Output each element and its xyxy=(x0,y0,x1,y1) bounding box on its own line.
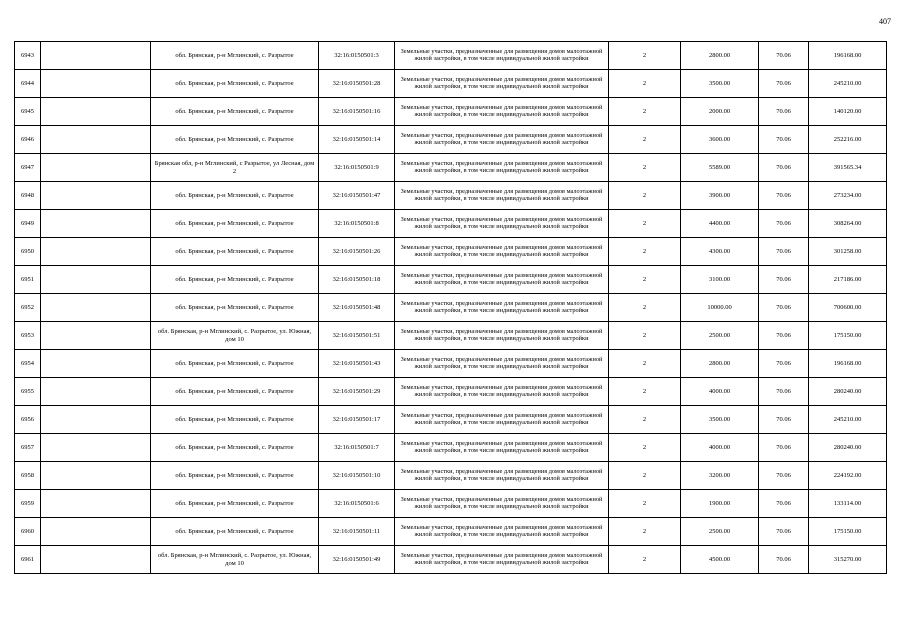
rate-cell: 70.06 xyxy=(759,350,809,378)
group-code-cell: 2 xyxy=(609,518,681,546)
group-code-cell: 2 xyxy=(609,70,681,98)
row-number-cell: 6947 xyxy=(15,154,41,182)
area-cell: 4000.00 xyxy=(681,378,759,406)
cadastral-value-cell: 301258.00 xyxy=(809,238,887,266)
row-number-cell: 6952 xyxy=(15,294,41,322)
row-number-cell: 6958 xyxy=(15,462,41,490)
blank-cell xyxy=(41,126,151,154)
table-row xyxy=(15,126,887,154)
land-use-cell: Земельные участки, предназначенные для размещения домов малоэтажной жилой застройки, в том числе индивидуальной жилой застройки xyxy=(395,126,609,154)
row-number-cell: 6946 xyxy=(15,126,41,154)
address-cell: обл. Брянская, р-н Мглинский, с. Разрытое xyxy=(151,490,319,518)
cadastral-number-cell: 32:16:0150501:11 xyxy=(319,518,395,546)
cadastral-value-cell: 280240.00 xyxy=(809,434,887,462)
row-number-cell: 6957 xyxy=(15,434,41,462)
group-code-cell: 2 xyxy=(609,210,681,238)
table-row xyxy=(15,462,887,490)
rate-cell: 70.06 xyxy=(759,70,809,98)
cadastral-number-cell: 32:16:0150501:14 xyxy=(319,126,395,154)
address-cell: Брянская обл, р-н Мглинский, с Разрытое, ул Лесная, дом 2 xyxy=(151,154,319,182)
blank-cell xyxy=(41,518,151,546)
cadastral-value-cell: 245210.00 xyxy=(809,406,887,434)
address-cell: обл. Брянская, р-н Мглинский, с. Разрытое xyxy=(151,294,319,322)
cadastral-number-cell: 32:16:0150501:43 xyxy=(319,350,395,378)
table-row xyxy=(15,378,887,406)
rate-cell: 70.06 xyxy=(759,266,809,294)
cadastral-number-cell: 32:16:0150501:8 xyxy=(319,210,395,238)
land-use-cell: Земельные участки, предназначенные для размещения домов малоэтажной жилой застройки, в том числе индивидуальной жилой застройки xyxy=(395,182,609,210)
group-code-cell: 2 xyxy=(609,182,681,210)
address-cell: обл. Брянская, р-н Мглинский, с. Разрытое xyxy=(151,126,319,154)
group-code-cell: 2 xyxy=(609,238,681,266)
land-use-cell: Земельные участки, предназначенные для размещения домов малоэтажной жилой застройки, в том числе индивидуальной жилой застройки xyxy=(395,546,609,574)
area-cell: 2800.00 xyxy=(681,350,759,378)
group-code-cell: 2 xyxy=(609,378,681,406)
table-body xyxy=(15,42,887,574)
row-number-cell: 6961 xyxy=(15,546,41,574)
table-row xyxy=(15,238,887,266)
area-cell: 2500.00 xyxy=(681,322,759,350)
table-row xyxy=(15,98,887,126)
rate-cell: 70.06 xyxy=(759,406,809,434)
rate-cell: 70.06 xyxy=(759,462,809,490)
cadastral-value-cell: 133114.00 xyxy=(809,490,887,518)
area-cell: 4400.00 xyxy=(681,210,759,238)
rate-cell: 70.06 xyxy=(759,182,809,210)
cadastral-number-cell: 32:16:0150501:28 xyxy=(319,70,395,98)
group-code-cell: 2 xyxy=(609,266,681,294)
cadastral-value-cell: 217186.00 xyxy=(809,266,887,294)
row-number-cell: 6945 xyxy=(15,98,41,126)
group-code-cell: 2 xyxy=(609,406,681,434)
land-use-cell: Земельные участки, предназначенные для размещения домов малоэтажной жилой застройки, в том числе индивидуальной жилой застройки xyxy=(395,42,609,70)
land-use-cell: Земельные участки, предназначенные для размещения домов малоэтажной жилой застройки, в том числе индивидуальной жилой застройки xyxy=(395,294,609,322)
cadastral-number-cell: 32:16:0150501:18 xyxy=(319,266,395,294)
blank-cell xyxy=(41,266,151,294)
row-number-cell: 6949 xyxy=(15,210,41,238)
cadastral-value-cell: 245210.00 xyxy=(809,70,887,98)
land-use-cell: Земельные участки, предназначенные для размещения домов малоэтажной жилой застройки, в том числе индивидуальной жилой застройки xyxy=(395,266,609,294)
area-cell: 3500.00 xyxy=(681,70,759,98)
rate-cell: 70.06 xyxy=(759,546,809,574)
cadastral-number-cell: 32:16:0150501:48 xyxy=(319,294,395,322)
table-row xyxy=(15,406,887,434)
blank-cell xyxy=(41,546,151,574)
cadastral-number-cell: 32:16:0150501:9 xyxy=(319,154,395,182)
land-use-cell: Земельные участки, предназначенные для размещения домов малоэтажной жилой застройки, в том числе индивидуальной жилой застройки xyxy=(395,210,609,238)
address-cell: обл. Брянская, р-н Мглинский, с. Разрытое xyxy=(151,434,319,462)
land-use-cell: Земельные участки, предназначенные для размещения домов малоэтажной жилой застройки, в том числе индивидуальной жилой застройки xyxy=(395,406,609,434)
blank-cell xyxy=(41,294,151,322)
group-code-cell: 2 xyxy=(609,42,681,70)
group-code-cell: 2 xyxy=(609,350,681,378)
table-row xyxy=(15,42,887,70)
address-cell: обл. Брянская, р-н Мглинский, с. Разрытое xyxy=(151,238,319,266)
table-row xyxy=(15,350,887,378)
address-cell: обл. Брянская, р-н Мглинский, с. Разрытое xyxy=(151,210,319,238)
group-code-cell: 2 xyxy=(609,294,681,322)
land-use-cell: Земельные участки, предназначенные для размещения домов малоэтажной жилой застройки, в том числе индивидуальной жилой застройки xyxy=(395,154,609,182)
area-cell: 3200.00 xyxy=(681,462,759,490)
group-code-cell: 2 xyxy=(609,322,681,350)
area-cell: 3600.00 xyxy=(681,126,759,154)
cadastral-number-cell: 32:16:0150501:29 xyxy=(319,378,395,406)
blank-cell xyxy=(41,98,151,126)
area-cell: 4500.00 xyxy=(681,546,759,574)
rate-cell: 70.06 xyxy=(759,294,809,322)
area-cell: 2500.00 xyxy=(681,518,759,546)
group-code-cell: 2 xyxy=(609,434,681,462)
table-row xyxy=(15,266,887,294)
group-code-cell: 2 xyxy=(609,126,681,154)
address-cell: обл. Брянская, р-н Мглинский, с. Разрытое xyxy=(151,70,319,98)
land-use-cell: Земельные участки, предназначенные для размещения домов малоэтажной жилой застройки, в том числе индивидуальной жилой застройки xyxy=(395,238,609,266)
group-code-cell: 2 xyxy=(609,462,681,490)
cadastral-value-cell: 196168.00 xyxy=(809,42,887,70)
table-row xyxy=(15,182,887,210)
address-cell: обл. Брянская, р-н Мглинский, с. Разрытое xyxy=(151,182,319,210)
table-row xyxy=(15,322,887,350)
cadastral-number-cell: 32:16:0150501:10 xyxy=(319,462,395,490)
area-cell: 3900.00 xyxy=(681,182,759,210)
rate-cell: 70.06 xyxy=(759,378,809,406)
blank-cell xyxy=(41,462,151,490)
row-number-cell: 6955 xyxy=(15,378,41,406)
blank-cell xyxy=(41,434,151,462)
land-use-cell: Земельные участки, предназначенные для размещения домов малоэтажной жилой застройки, в том числе индивидуальной жилой застройки xyxy=(395,378,609,406)
row-number-cell: 6960 xyxy=(15,518,41,546)
group-code-cell: 2 xyxy=(609,154,681,182)
cadastral-value-cell: 224192.00 xyxy=(809,462,887,490)
address-cell: обл. Брянская, р-н Мглинский, с. Разрытое xyxy=(151,98,319,126)
cadastral-number-cell: 32:16:0150501:3 xyxy=(319,42,395,70)
cadastral-value-cell: 280240.00 xyxy=(809,378,887,406)
row-number-cell: 6948 xyxy=(15,182,41,210)
table-row xyxy=(15,294,887,322)
address-cell: обл. Брянская, р-н Мглинский, с. Разрытое, ул. Южная, дом 10 xyxy=(151,322,319,350)
table-row xyxy=(15,546,887,574)
area-cell: 3100.00 xyxy=(681,266,759,294)
blank-cell xyxy=(41,490,151,518)
land-use-cell: Земельные участки, предназначенные для размещения домов малоэтажной жилой застройки, в том числе индивидуальной жилой застройки xyxy=(395,350,609,378)
land-use-cell: Земельные участки, предназначенные для размещения домов малоэтажной жилой застройки, в том числе индивидуальной жилой застройки xyxy=(395,322,609,350)
address-cell: обл. Брянская, р-н Мглинский, с. Разрытое xyxy=(151,462,319,490)
blank-cell xyxy=(41,70,151,98)
cadastral-number-cell: 32:16:0150501:26 xyxy=(319,238,395,266)
land-use-cell: Земельные участки, предназначенные для размещения домов малоэтажной жилой застройки, в том числе индивидуальной жилой застройки xyxy=(395,98,609,126)
address-cell: обл. Брянская, р-н Мглинский, с. Разрытое xyxy=(151,406,319,434)
cadastral-value-table xyxy=(14,41,887,574)
rate-cell: 70.06 xyxy=(759,490,809,518)
address-cell: обл. Брянская, р-н Мглинский, с. Разрытое xyxy=(151,266,319,294)
rate-cell: 70.06 xyxy=(759,210,809,238)
cadastral-value-cell: 175150.00 xyxy=(809,518,887,546)
page-number: 407 xyxy=(879,17,891,26)
cadastral-number-cell: 32:16:0150501:6 xyxy=(319,490,395,518)
blank-cell xyxy=(41,182,151,210)
land-use-cell: Земельные участки, предназначенные для размещения домов малоэтажной жилой застройки, в том числе индивидуальной жилой застройки xyxy=(395,490,609,518)
cadastral-value-cell: 391565.34 xyxy=(809,154,887,182)
cadastral-number-cell: 32:16:0150501:47 xyxy=(319,182,395,210)
table-row xyxy=(15,490,887,518)
blank-cell xyxy=(41,42,151,70)
address-cell: обл. Брянская, р-н Мглинский, с. Разрытое xyxy=(151,42,319,70)
blank-cell xyxy=(41,154,151,182)
group-code-cell: 2 xyxy=(609,546,681,574)
cadastral-value-cell: 140120.00 xyxy=(809,98,887,126)
group-code-cell: 2 xyxy=(609,490,681,518)
rate-cell: 70.06 xyxy=(759,98,809,126)
address-cell: обл. Брянская, р-н Мглинский, с. Разрытое xyxy=(151,378,319,406)
blank-cell xyxy=(41,378,151,406)
row-number-cell: 6951 xyxy=(15,266,41,294)
cadastral-value-cell: 196168.00 xyxy=(809,350,887,378)
area-cell: 1900.00 xyxy=(681,490,759,518)
cadastral-number-cell: 32:16:0150501:17 xyxy=(319,406,395,434)
area-cell: 2000.00 xyxy=(681,98,759,126)
cadastral-value-cell: 308264.00 xyxy=(809,210,887,238)
area-cell: 4300.00 xyxy=(681,238,759,266)
row-number-cell: 6953 xyxy=(15,322,41,350)
rate-cell: 70.06 xyxy=(759,42,809,70)
rate-cell: 70.06 xyxy=(759,518,809,546)
row-number-cell: 6943 xyxy=(15,42,41,70)
table-row xyxy=(15,154,887,182)
blank-cell xyxy=(41,322,151,350)
cadastral-number-cell: 32:16:0150501:51 xyxy=(319,322,395,350)
cadastral-value-cell: 273234.00 xyxy=(809,182,887,210)
blank-cell xyxy=(41,210,151,238)
cadastral-value-cell: 252216.00 xyxy=(809,126,887,154)
rate-cell: 70.06 xyxy=(759,322,809,350)
land-use-cell: Земельные участки, предназначенные для размещения домов малоэтажной жилой застройки, в том числе индивидуальной жилой застройки xyxy=(395,462,609,490)
cadastral-value-cell: 315270.00 xyxy=(809,546,887,574)
cadastral-number-cell: 32:16:0150501:7 xyxy=(319,434,395,462)
row-number-cell: 6944 xyxy=(15,70,41,98)
area-cell: 5589.00 xyxy=(681,154,759,182)
area-cell: 4000.00 xyxy=(681,434,759,462)
land-use-cell: Земельные участки, предназначенные для размещения домов малоэтажной жилой застройки, в том числе индивидуальной жилой застройки xyxy=(395,518,609,546)
row-number-cell: 6956 xyxy=(15,406,41,434)
table-row xyxy=(15,210,887,238)
land-use-cell: Земельные участки, предназначенные для размещения домов малоэтажной жилой застройки, в том числе индивидуальной жилой застройки xyxy=(395,70,609,98)
address-cell: обл. Брянская, р-н Мглинский, с. Разрытое xyxy=(151,518,319,546)
cadastral-value-cell: 175150.00 xyxy=(809,322,887,350)
rate-cell: 70.06 xyxy=(759,238,809,266)
rate-cell: 70.06 xyxy=(759,434,809,462)
blank-cell xyxy=(41,238,151,266)
address-cell: обл. Брянская, р-н Мглинский, с. Разрытое, ул. Южная, дом 10 xyxy=(151,546,319,574)
row-number-cell: 6959 xyxy=(15,490,41,518)
blank-cell xyxy=(41,406,151,434)
group-code-cell: 2 xyxy=(609,98,681,126)
cadastral-value-cell: 700600.00 xyxy=(809,294,887,322)
table-row xyxy=(15,434,887,462)
row-number-cell: 6954 xyxy=(15,350,41,378)
blank-cell xyxy=(41,350,151,378)
cadastral-number-cell: 32:16:0150501:49 xyxy=(319,546,395,574)
table-row xyxy=(15,70,887,98)
cadastral-number-cell: 32:16:0150501:16 xyxy=(319,98,395,126)
address-cell: обл. Брянская, р-н Мглинский, с. Разрытое xyxy=(151,350,319,378)
area-cell: 2800.00 xyxy=(681,42,759,70)
rate-cell: 70.06 xyxy=(759,126,809,154)
rate-cell: 70.06 xyxy=(759,154,809,182)
land-use-cell: Земельные участки, предназначенные для размещения домов малоэтажной жилой застройки, в том числе индивидуальной жилой застройки xyxy=(395,434,609,462)
table-row xyxy=(15,518,887,546)
area-cell: 10000.00 xyxy=(681,294,759,322)
row-number-cell: 6950 xyxy=(15,238,41,266)
area-cell: 3500.00 xyxy=(681,406,759,434)
